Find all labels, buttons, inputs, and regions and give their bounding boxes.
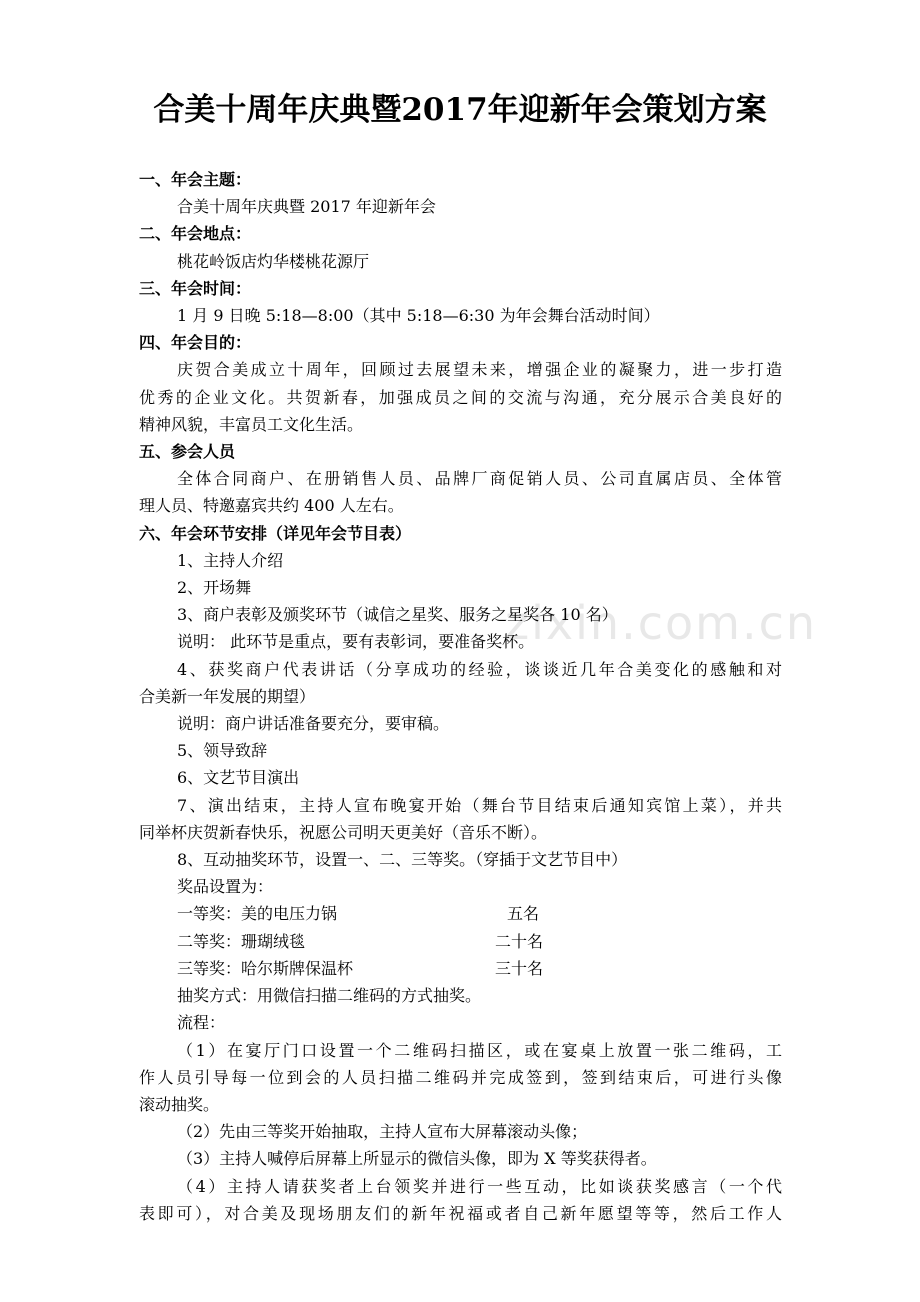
paragraph-line: 4、获奖商户代表讲话（分享成功的经验，谈谈近几年合美变化的感触和对 <box>177 659 782 679</box>
section-heading: 五、参会人员 <box>139 442 236 462</box>
section-heading: 一、年会主题： <box>139 170 252 189</box>
paragraph-line: 作人员引导每一位到会的人员扫描二维码并完成签到，签到结束后，可进行头像 <box>139 1067 782 1087</box>
paragraph-line: 说明：商户讲话准备要充分，要审稿。 <box>177 714 450 734</box>
paragraph-line: 桃花岭饭店灼华楼桃花源厅 <box>177 251 370 271</box>
document-title: 合美十周年庆典暨2017年迎新年会策划方案 <box>153 92 767 128</box>
document-body <box>139 166 782 1227</box>
paragraph-line: 8、互动抽奖环节，设置一、二、三等奖。（穿插于文艺节目中） <box>177 850 628 870</box>
prize-name: 二等奖：珊瑚绒毯 <box>177 931 306 951</box>
paragraph-line: （4）主持人请获奖者上台领奖并进行一些互动，比如谈获奖感言（一个代 <box>177 1176 782 1196</box>
prize-name: 一等奖：美的电压力锅 <box>177 904 338 924</box>
prize-row <box>139 955 782 982</box>
paragraph-line: 奖品设置为： <box>177 877 274 897</box>
paragraph-line: 精神风貌，丰富员工文化生活。 <box>139 414 364 434</box>
paragraph-line: 同举杯庆贺新春快乐，祝愿公司明天更美好（音乐不断）。 <box>139 822 548 842</box>
body-section-1 <box>139 166 782 900</box>
section-heading: 二、年会地点： <box>139 224 252 244</box>
prize-row <box>139 928 782 955</box>
prize-quantity: 五名 <box>507 904 540 924</box>
paragraph-line: （1）在宴厅门口设置一个二维码扫描区，或在宴桌上放置一张二维码，工 <box>177 1040 782 1060</box>
paragraph-line: 全体合同商户、在册销售人员、品牌厂商促销人员、公司直属店员、全体管 <box>177 469 782 489</box>
paragraph-line: 1 月 9 日晚 5:18—8:00（其中 5:18—6:30 为年会舞台活动时间） <box>177 306 660 326</box>
prize-quantity: 二十名 <box>495 931 544 951</box>
section-heading: 三、年会时间： <box>139 278 252 298</box>
paragraph-line: 3、商户表彰及颁奖环节（诚信之星奖、服务之星奖各 10 名） <box>177 605 618 625</box>
paragraph-line: 合美十周年庆典暨 2017 年迎新年会 <box>177 197 436 217</box>
section-heading: 六、年会环节安排（详见年会节目表） <box>139 523 412 543</box>
prize-row <box>139 900 782 927</box>
prize-name: 三等奖：哈尔斯牌保温杯 <box>177 958 354 978</box>
paragraph-line: 滚动抽奖。 <box>139 1094 220 1114</box>
section-heading: 四、年会目的： <box>139 333 252 353</box>
body-section-2 <box>139 982 782 1227</box>
paragraph-line: 理人员、特邀嘉宾共约 400 人左右。 <box>139 496 404 516</box>
prize-list <box>139 900 782 982</box>
paragraph-line: 5、领导致辞 <box>177 741 268 761</box>
paragraph-line: 合美新一年发展的期望） <box>139 686 316 706</box>
paragraph-line: （2）先由三等奖开始抽取，主持人宣布大屏幕滚动头像； <box>177 1122 588 1142</box>
paragraph-line: 1、主持人介绍 <box>177 550 284 570</box>
paragraph-line: 表即可），对合美及现场朋友们的新年祝福或者自己新年愿望等等，然后工作人 <box>139 1203 782 1223</box>
paragraph-line: 抽奖方式：用微信扫描二维码的方式抽奖。 <box>177 986 482 1006</box>
paragraph-line: （3）主持人喊停后屏幕上所显示的微信头像，即为 X 等奖获得者。 <box>177 1149 657 1169</box>
paragraph-line: 2、开场舞 <box>177 578 252 598</box>
paragraph-line: 说明： 此环节是重点，要有表彰词，要准备奖杯。 <box>177 632 535 652</box>
paragraph-line: 优秀的企业文化。共贺新春，加强成员之间的交流与沟通，充分展示合美良好的 <box>139 387 782 407</box>
watermark: zixin.com.cn <box>505 596 818 650</box>
paragraph-line: 庆贺合美成立十周年，回顾过去展望未来，增强企业的凝聚力，进一步打造 <box>177 360 782 380</box>
prize-quantity: 三十名 <box>495 958 544 978</box>
paragraph-line: 流程： <box>177 1013 226 1033</box>
paragraph-line: 7、演出结束，主持人宣布晚宴开始（舞台节目结束后通知宾馆上菜），并共 <box>177 795 782 815</box>
paragraph-line: 6、文艺节目演出 <box>177 768 300 788</box>
